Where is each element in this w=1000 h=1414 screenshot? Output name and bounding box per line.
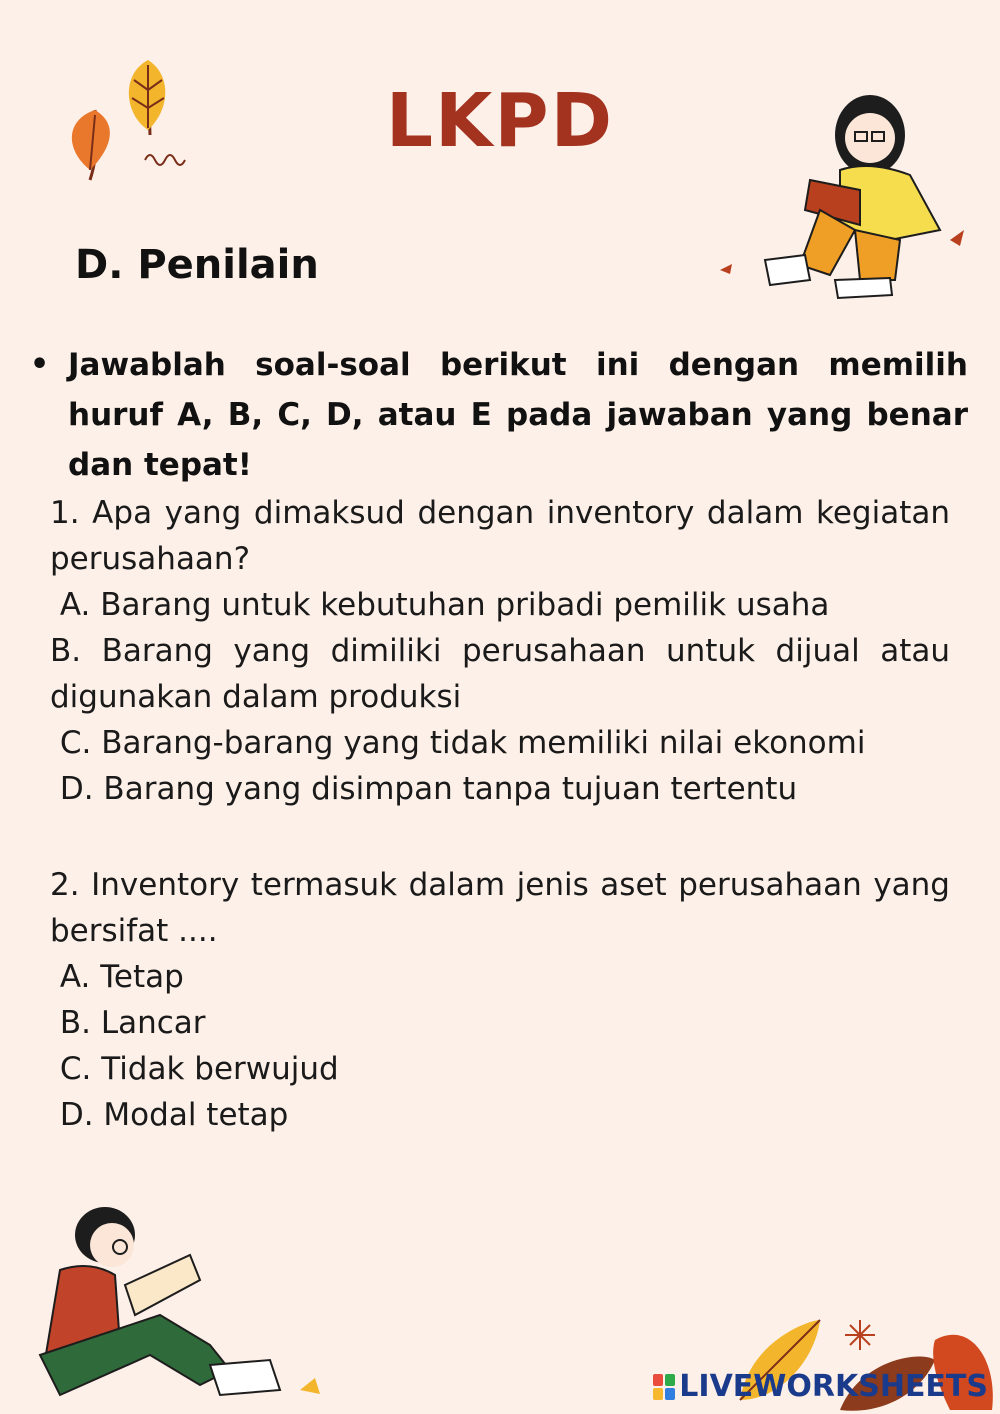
option-a[interactable]: A. Tetap [50,959,184,995]
instruction-text: Jawablah soal-soal berikut ini dengan memilih huruf A, B, C, D, atau E pada jawaban yang benar dan tepat! [68,347,968,483]
option-c[interactable]: C. Tidak berwujud [50,1051,339,1087]
option-d[interactable]: D. Barang yang disimpan tanpa tujuan tertentu [50,771,798,807]
bullet-icon: • [30,347,50,382]
option-c[interactable]: C. Barang-barang yang tidak memiliki nilai ekonomi [50,725,866,761]
option-d[interactable]: D. Modal tetap [50,1097,289,1133]
section-heading: D. Penilain [75,242,319,288]
page-title: LKPD [385,78,615,164]
watermark-text: LIVEWORKSHEETS [679,1369,988,1404]
boy-reading-illustration [0,1195,340,1414]
liveworksheets-watermark [653,1369,988,1404]
question-stem: 2. Inventory termasuk dalam jenis aset perusahaan yang bersifat .... [50,867,950,949]
option-a[interactable]: A. Barang untuk kebutuhan pribadi pemilik usaha [50,587,830,623]
option-b[interactable]: B. Barang yang dimiliki perusahaan untuk dijual atau digunakan dalam produksi [50,633,950,715]
question-1 [50,490,950,812]
liveworksheets-logo-icon [653,1374,675,1400]
option-b[interactable]: B. Lancar [50,1005,206,1041]
question-2 [50,862,950,1138]
question-stem: 1. Apa yang dimaksud dengan inventory dalam kegiatan perusahaan? [50,495,950,577]
instruction [30,340,968,490]
